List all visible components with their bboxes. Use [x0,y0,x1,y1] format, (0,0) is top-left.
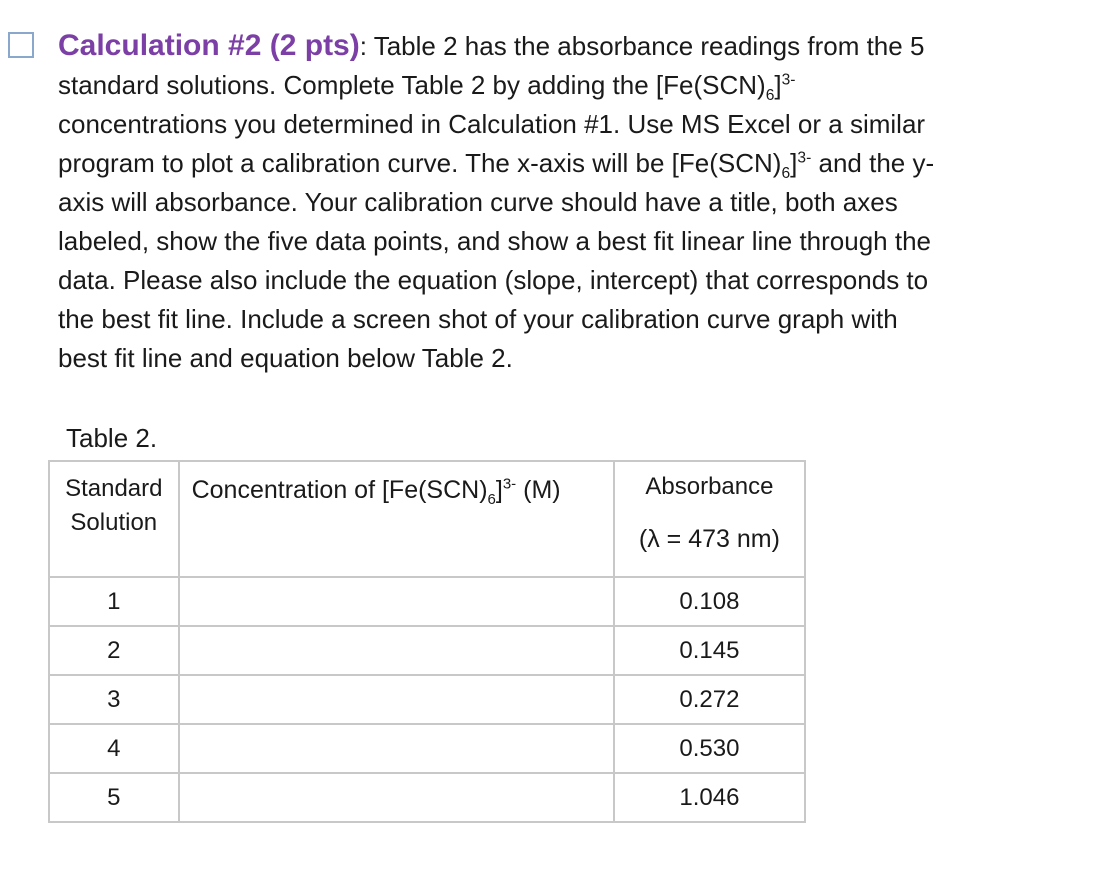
header-concentration [179,461,614,577]
concentration-cell[interactable] [179,724,614,773]
solution-number: 3 [49,675,179,724]
question-line-1 [58,26,1068,66]
header-abs-wavelength: (λ = 473 nm) [638,525,780,553]
question-checkbox[interactable] [8,32,34,58]
table-row [49,773,805,822]
solution-number: 2 [49,626,179,675]
table-row [49,626,805,675]
solution-number: 5 [49,773,179,822]
question-line-2 [58,66,1068,105]
header-std-line-1: Standard [65,475,163,502]
question-line-7: data. Please also include the equation (slope, intercept) that corresponds to [58,265,929,295]
solution-number: 1 [49,577,179,626]
heading-colon: : [359,31,367,61]
table-row [49,675,805,724]
header-abs-title: Absorbance [645,473,774,500]
header-conc-unit: (M) [516,476,561,504]
absorbance-value: 0.530 [614,724,805,773]
header-conc-subscript: 6 [487,491,496,508]
absorbance-value: 0.272 [614,675,805,724]
absorbance-value: 1.046 [614,773,805,822]
table-row [49,577,805,626]
header-conc-bracket: ] [495,476,503,504]
question-line-2-text: standard solutions. Complete Table 2 by adding the [Fe(SCN) [58,70,766,100]
concentration-cell[interactable] [179,773,614,822]
question-line-3: concentrations you determined in Calculation #1. Use MS Excel or a similar [58,109,926,139]
header-conc-text: Concentration of [Fe(SCN) [191,476,488,504]
concentration-cell[interactable] [179,626,614,675]
table-caption: Table 2. [66,423,158,453]
question-heading: Calculation #2 (2 pts) [58,29,360,62]
header-conc-superscript: 3- [502,475,517,493]
concentration-cell[interactable] [179,675,614,724]
bracket-close: ] [774,70,782,100]
question-line-4-text: program to plot a calibration curve. The x-axis will be [Fe(SCN) [58,148,782,178]
superscript-charge: 3- [781,71,796,89]
absorbance-table [48,460,806,823]
absorbance-value: 0.145 [614,626,805,675]
header-absorbance [614,461,805,577]
question-line-4 [58,144,1068,183]
table-row [49,724,805,773]
table-header-row [49,461,805,577]
question-text [58,26,1068,378]
header-std-line-2: Solution [70,509,158,536]
question-line-5: axis will absorbance. Your calibration curve should have a title, both axes [58,187,898,217]
solution-number: 4 [49,724,179,773]
header-standard-solution [49,461,179,577]
question-line-6: labeled, show the five data points, and show a best fit linear line through the [58,226,932,256]
bracket-close: ] [790,148,798,178]
subscript-6: 6 [781,165,791,183]
concentration-cell[interactable] [179,577,614,626]
superscript-charge: 3- [797,149,812,167]
subscript-6: 6 [765,87,775,105]
question-line-9: best fit line and equation below Table 2. [58,343,513,373]
question-line-1-text: Table 2 has the absorbance readings from the 5 [366,31,925,61]
question-line-8: the best fit line. Include a screen shot of your calibration curve graph with [58,304,898,334]
absorbance-value: 0.108 [614,577,805,626]
question-line-4-post: and the y- [811,148,935,178]
